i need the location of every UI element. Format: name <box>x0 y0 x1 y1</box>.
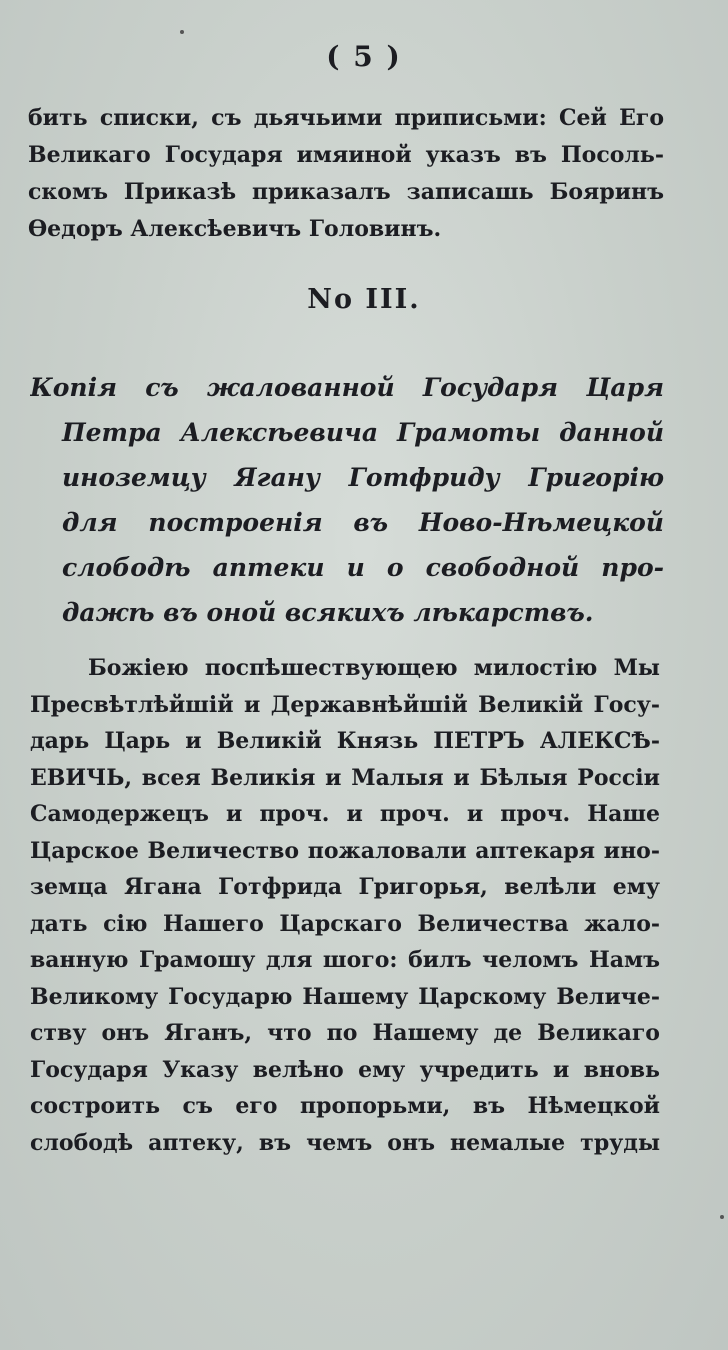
heading-line: Петра Алексѣевича Грамоты данной <box>62 418 664 447</box>
body-line: ству онъ Яганъ, что по Нашему де Великаго <box>30 1020 660 1046</box>
intro-line: бить списки, съ дьячьими приписьми: Сей Его <box>28 105 664 131</box>
body-line: ЕВИЧЬ, всея Великія и Малыя и Бѣлыя Россіи <box>30 764 660 791</box>
body-line: слободѣ аптеку, въ чемъ онъ немалые труды <box>30 1129 660 1156</box>
body-line: земца Ягана Готфрида Григорья, велѣли ему <box>30 874 660 900</box>
heading-line: дажѣ въ оной всякихъ лѣкарствъ. <box>62 598 594 627</box>
heading-line: Копія съ жалованной Государя Царя <box>30 373 664 402</box>
intro-paragraph <box>28 100 664 248</box>
body-line: Пресвѣтлѣйшій и Державнѣйшій Великій Госу- <box>30 691 660 718</box>
paper-speck <box>720 1215 724 1219</box>
body-paragraph <box>30 650 660 1161</box>
body-line: дать сію Нашего Царскаго Величества жало- <box>30 910 660 937</box>
body-line: Государя Указу велѣно ему учредить и вновь <box>30 1056 660 1083</box>
document-heading <box>30 365 664 635</box>
body-line: Самодержецъ и проч. и проч. и проч. Наше <box>30 801 660 827</box>
heading-line: иноземцу Ягану Готфриду Григорію <box>62 463 664 492</box>
heading-line: слободѣ аптеки и о свободной про- <box>62 553 664 582</box>
paper-speck <box>180 30 184 34</box>
body-line: Царское Величество пожаловали аптекаря ино- <box>30 837 660 864</box>
intro-line: Великаго Государя имяиной указъ въ Посоль- <box>28 142 664 168</box>
body-line: Великому Государю Нашему Царскому Величе- <box>30 983 660 1010</box>
body-line: Божіею поспѣшествующею милостію Мы <box>88 655 660 681</box>
body-line: состроить съ его пропорьми, въ Нѣмецкой <box>30 1093 660 1119</box>
intro-line: Ѳедоръ Алексѣевичъ Головинъ. <box>28 216 442 242</box>
body-line: ванную Грамошу для шого: билъ челомъ Намъ <box>30 947 660 973</box>
page-number: ( 5 ) <box>326 40 402 73</box>
heading-line: для построенія въ Ново-Нѣмецкой <box>62 508 664 537</box>
body-line: дарь Царь и Великій Князь ПЕТРЪ АЛЕКСѢ- <box>30 728 660 754</box>
section-number: No III. <box>307 284 421 315</box>
intro-line: скомъ Приказѣ приказалъ записашь Бояринъ <box>28 179 664 205</box>
